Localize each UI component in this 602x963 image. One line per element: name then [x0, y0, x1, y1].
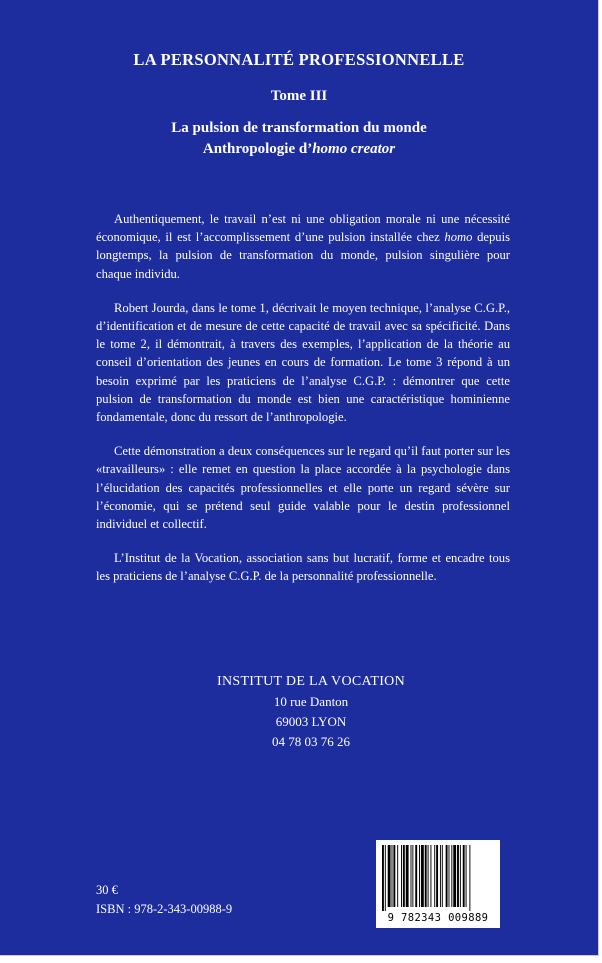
blurb-paragraph-2: Robert Jourda, dans le tome 1, décrivait le moyen technique, l’analyse C.G.P., d’identification et de mesure de cette capacité de travail avec sa spécificité. Dans le tome 2, il démontrait, à travers des exemples, l’application de la théorie au conseil d’orientation des jeunes en cours de formation. Le tome 3 répond à un besoin exprimé par les praticiens de l’analyse C.G.P. : démontrer que cette pulsion de transformation du monde est bien une caractéristique hominienne fondamentale, donc du ressort de l’anthropologie.: [96, 300, 510, 425]
isbn: ISBN : 978-2-343-00988-9: [96, 902, 233, 916]
barcode: [376, 840, 500, 928]
barcode-bars-icon: [380, 845, 496, 911]
book-subtitle: [0, 118, 598, 160]
price: 30 €: [96, 883, 118, 897]
cover-headings: [0, 48, 598, 160]
address-street: 10 rue Danton: [273, 694, 349, 709]
series-title: LA PERSONNALITÉ PROFESSIONNELLE: [133, 50, 465, 69]
blurb-paragraph-1: [96, 210, 510, 283]
tome-number: Tome III: [270, 88, 328, 104]
p1-part2: depuis longtemps, la pulsion de transformation du monde, pulsion singulière pour chaque individu.: [96, 230, 510, 281]
subtitle-line-2-prefix: Anthropologie d’: [202, 141, 313, 157]
institution-name: INSTITUT DE LA VOCATION: [217, 674, 405, 689]
address-phone: 04 78 03 76 26: [272, 734, 350, 749]
blurb: [96, 210, 510, 602]
subtitle-line-1: La pulsion de transformation du monde: [171, 120, 427, 136]
p1-part1: Authentiquement, le travail n’est ni une obligation morale ni une nécessité économique, il est l’accomplissement d’une pulsion installée chez: [96, 212, 510, 245]
publisher-address: [0, 672, 602, 752]
barcode-digits: 9 782343 009889: [387, 912, 489, 924]
subtitle-line-2: [0, 139, 598, 160]
address-city: 69003 LYON: [275, 714, 347, 729]
blurb-paragraph-4: L’Institut de la Vocation, association sans but lucratif, forme et encadre tous les praticiens de l’analyse C.G.P. de la personnalité professionnelle.: [96, 551, 510, 584]
subtitle-line-2-italic: homo creator: [312, 141, 396, 157]
blurb-paragraph-3: Cette démonstration a deux conséquences sur le regard qu’il faut porter sur les «travailleurs» : elle remet en question la place accordée à la psychologie dans l’élucidation des capacités professionnelles et elle porte un regard sévère sur l’économie, qui se prétend seul guide valable pour le destin professionnel individuel et collectif.: [96, 444, 510, 532]
p1-italic: homo: [444, 230, 473, 245]
